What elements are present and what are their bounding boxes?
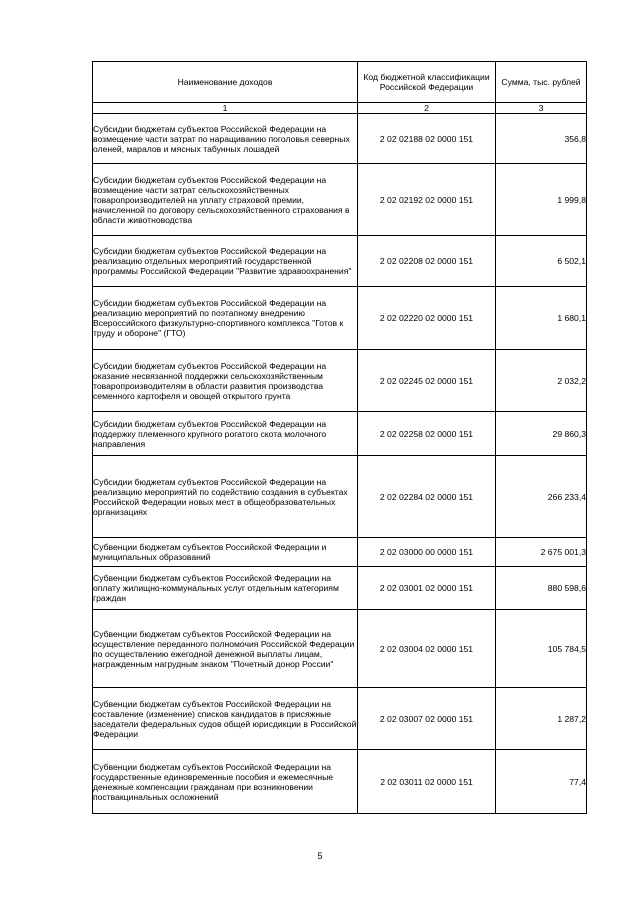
row-code: 2 02 03004 02 0000 151 bbox=[358, 610, 496, 688]
row-sum: 880 598,6 bbox=[496, 567, 587, 610]
table-row bbox=[93, 164, 587, 236]
row-sum: 1 287,2 bbox=[496, 688, 587, 750]
row-name: Субсидии бюджетам субъектов Российской Федерации на оказание несвязанной поддержки сельскохозяйственным товаропроизводителям в области развития производства семенного картофеля и овощей открытого грунта bbox=[93, 350, 358, 412]
header-sum: Сумма, тыс. рублей bbox=[496, 62, 587, 103]
row-code: 2 02 02192 02 0000 151 bbox=[358, 164, 496, 236]
row-sum: 266 233,4 bbox=[496, 456, 587, 538]
page-number: 5 bbox=[317, 851, 323, 861]
column-number-row bbox=[93, 103, 587, 114]
revenue-table bbox=[92, 61, 587, 814]
row-name: Субвенции бюджетам субъектов Российской Федерации и муниципальных образований bbox=[93, 538, 358, 567]
table-row bbox=[93, 412, 587, 456]
header-code: Код бюджетной классификации Российской Федерации bbox=[358, 62, 496, 103]
row-code: 2 02 02258 02 0000 151 bbox=[358, 412, 496, 456]
row-name: Субсидии бюджетам субъектов Российской Федерации на реализацию отдельных мероприятий государственной программы Российской Федерации "Развитие здравоохранения" bbox=[93, 236, 358, 287]
row-name: Субвенции бюджетам субъектов Российской Федерации на оплату жилищно-коммунальных услуг отдельным категориям граждан bbox=[93, 567, 358, 610]
table-row bbox=[93, 114, 587, 164]
row-code: 2 02 02284 02 0000 151 bbox=[358, 456, 496, 538]
row-sum: 105 784,5 bbox=[496, 610, 587, 688]
row-code: 2 02 03007 02 0000 151 bbox=[358, 688, 496, 750]
table-header-row bbox=[93, 62, 587, 103]
table-row bbox=[93, 287, 587, 350]
row-name: Субсидии бюджетам субъектов Российской Федерации на реализацию мероприятий по содействию создания в субъектах Российской Федерации новых мест в общеобразовательных организациях bbox=[93, 456, 358, 538]
table-row bbox=[93, 750, 587, 814]
row-sum: 2 675 001,3 bbox=[496, 538, 587, 567]
row-name: Субсидии бюджетам субъектов Российской Федерации на реализацию мероприятий по поэтапному внедрению Всероссийского физкультурно-спортивного комплекса "Готов к труду и обороне" (ГТО) bbox=[93, 287, 358, 350]
table-row bbox=[93, 538, 587, 567]
row-sum: 356,8 bbox=[496, 114, 587, 164]
column-number-1: 1 bbox=[93, 103, 358, 114]
row-sum: 77,4 bbox=[496, 750, 587, 814]
row-code: 2 02 02245 02 0000 151 bbox=[358, 350, 496, 412]
row-name: Субвенции бюджетам субъектов Российской Федерации на осуществление переданного полномочия Российской Федерации по осуществлению ежегодной денежной выплаты лицам, награжденным нагрудным знаком "Почетный донор России" bbox=[93, 610, 358, 688]
table-row bbox=[93, 567, 587, 610]
row-sum: 1 680,1 bbox=[496, 287, 587, 350]
row-sum: 2 032,2 bbox=[496, 350, 587, 412]
column-number-3: 3 bbox=[496, 103, 587, 114]
table-row bbox=[93, 350, 587, 412]
table-row bbox=[93, 610, 587, 688]
row-name: Субсидии бюджетам субъектов Российской Федерации на возмещение части затрат сельскохозяйственных товаропроизводителей на уплату страховой премии, начисленной по договору сельскохозяйственного страхования в области животноводства bbox=[93, 164, 358, 236]
table-row bbox=[93, 456, 587, 538]
table-row bbox=[93, 688, 587, 750]
row-code: 2 02 02188 02 0000 151 bbox=[358, 114, 496, 164]
row-name: Субвенции бюджетам субъектов Российской Федерации на составление (изменение) списков кандидатов в присяжные заседатели федеральных судов общей юрисдикции в Российской Федерации bbox=[93, 688, 358, 750]
row-code: 2 02 03001 02 0000 151 bbox=[358, 567, 496, 610]
row-code: 2 02 02220 02 0000 151 bbox=[358, 287, 496, 350]
row-code: 2 02 02208 02 0000 151 bbox=[358, 236, 496, 287]
header-name: Наименование доходов bbox=[93, 62, 358, 103]
table-row bbox=[93, 236, 587, 287]
row-name: Субсидии бюджетам субъектов Российской Федерации на поддержку племенного крупного рогатого скота молочного направления bbox=[93, 412, 358, 456]
row-code: 2 02 03011 02 0000 151 bbox=[358, 750, 496, 814]
row-sum: 29 860,3 bbox=[496, 412, 587, 456]
row-sum: 6 502,1 bbox=[496, 236, 587, 287]
row-sum: 1 999,8 bbox=[496, 164, 587, 236]
row-name: Субвенции бюджетам субъектов Российской Федерации на государственные единовременные пособия и ежемесячные денежные компенсации гражданам при возникновении поствакцинальных осложнений bbox=[93, 750, 358, 814]
row-name: Субсидии бюджетам субъектов Российской Федерации на возмещение части затрат по наращиванию поголовья северных оленей, маралов и мясных табунных лошадей bbox=[93, 114, 358, 164]
column-number-2: 2 bbox=[358, 103, 496, 114]
row-code: 2 02 03000 00 0000 151 bbox=[358, 538, 496, 567]
